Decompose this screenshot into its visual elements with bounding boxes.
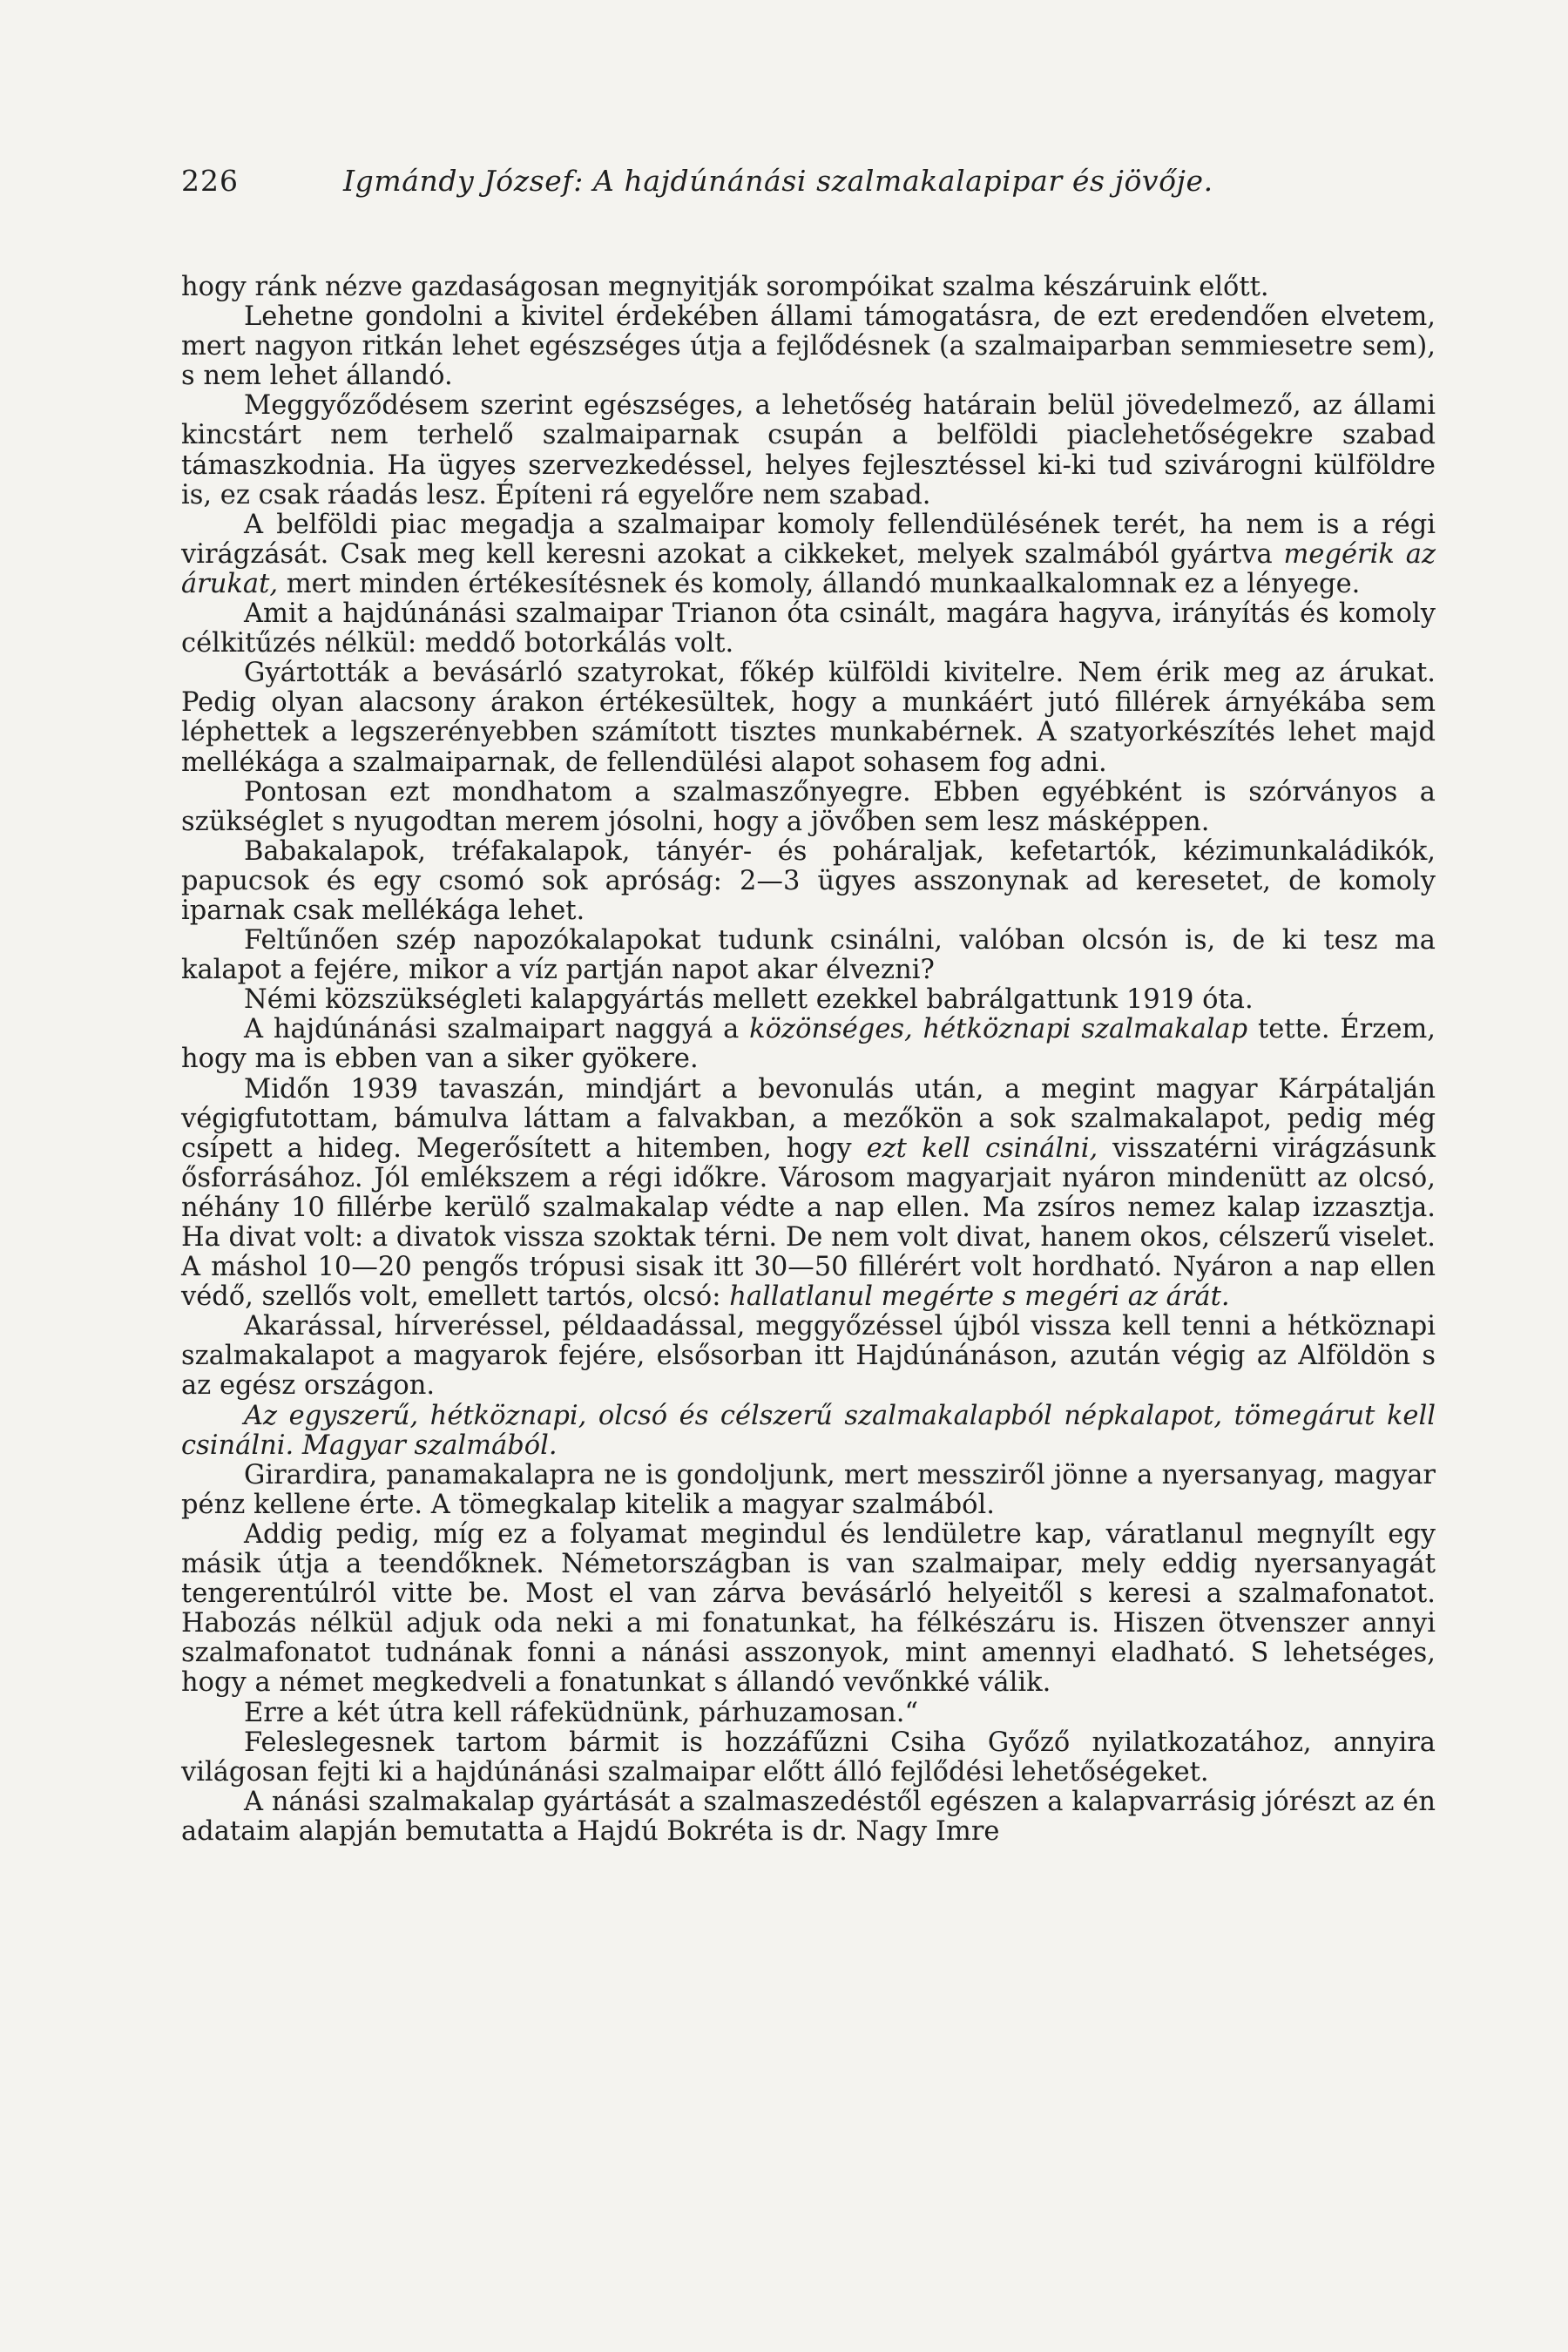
paragraph xyxy=(181,659,1436,777)
text-run: Feleslegesnek tartom bármit is hozzáfűzni Csiha Győző nyilatkozatához, annyira világosan fejti ki a hajdúnánási szalmaipar előtt álló fejlődési lehetőségeket. xyxy=(181,1727,1436,1788)
text-run: Girardira, panamakalapra ne is gondoljunk, mert messziről jönne a nyersanyag, magyar pénz kellene érte. A tömegkalap kitelik a magyar szalmából. xyxy=(181,1459,1436,1520)
paragraph xyxy=(181,985,1436,1015)
text-run: Gyártották a bevásárló szatyrokat, főkép külföldi kivitelre. Nem érik meg az árukat. Pedig olyan alacsony árakon értékesültek, hogy a munkáért jutó fillérek árnyékába sem léphettek a legszerényebben számított tisztes munkabérnek. A szatyorkészítés lehet majd mellékága a szalmaiparnak, de fellendülési alapot sohasem fog adni. xyxy=(181,658,1436,778)
running-head xyxy=(181,155,1436,207)
page-number: 226 xyxy=(181,164,239,198)
paragraph xyxy=(181,926,1436,985)
italic-emphasis: hallatlanul megérte s megéri az árát. xyxy=(729,1281,1230,1313)
text-run: Meggyőződésem szerint egészséges, a lehetőség határain belül jövedelmező, az állami kincstárt nem terhelő szalmaiparnak csupán a belföldi piaclehetőségekre szabad támaszkodnia. Ha ügyes szervezkedéssel, helyes fejlesztéssel ki-ki tud szivárogni külföldre is, ez csak ráadás lesz. Építeni rá egyelőre nem szabad. xyxy=(181,390,1436,510)
paragraph xyxy=(181,1699,1436,1728)
paragraph xyxy=(181,1402,1436,1461)
book-page xyxy=(181,155,1436,1847)
paragraph xyxy=(181,1788,1436,1847)
paragraph xyxy=(181,1312,1436,1401)
italic-emphasis: Az egyszerű, hétköznapi, olcsó és célszerű szalmakalapból népkalapot, tömegárut kell csinálni. Magyar szalmából. xyxy=(181,1400,1436,1461)
text-run: A hajdúnánási szalmaipart naggyá a xyxy=(244,1014,750,1045)
body-text xyxy=(181,273,1436,1847)
text-run: Feltűnően szép napozókalapokat tudunk csinálni, valóban olcsón is, de ki tesz ma kalapot a fejére, mikor a víz partján napot akar élvezni? xyxy=(181,925,1436,986)
italic-emphasis: ezt kell csinálni, xyxy=(866,1132,1098,1164)
text-run: Némi közszükségleti kalapgyártás mellett ezekkel babrálgattunk 1919 óta. xyxy=(244,984,1254,1016)
paragraph xyxy=(181,599,1436,659)
paragraph xyxy=(181,1461,1436,1520)
paragraph xyxy=(181,778,1436,837)
paragraph xyxy=(181,1728,1436,1788)
text-run: hogy ránk nézve gazdaságosan megnyitják sorompóikat szalma készáruink előtt. xyxy=(181,272,1269,302)
text-run: A belföldi piac megadja a szalmaipar komoly fellendülésének terét, ha nem is a régi virágzását. Csak meg kell keresni azokat a cikkeket, melyek szalmából gyártva xyxy=(181,509,1436,570)
text-run: Babakalapok, tréfakalapok, tányér- és poháraljak, kefetartók, kézimunkaládikók, papucsok és egy csomó sok apróság: 2—3 ügyes asszonynak ad keresetet, de komoly iparnak csak mellékága lehet. xyxy=(181,835,1436,926)
paragraph xyxy=(181,1075,1436,1313)
text-run: mert minden értékesítésnek és komoly, állandó munkaalkalomnak ez a lényege. xyxy=(278,568,1361,599)
text-run: Pontosan ezt mondhatom a szalmaszőnyegre. Ebben egyébként is szórványos a szükséglet s nyugodtan merem jósolni, hogy a jövőben sem lesz másképpen. xyxy=(181,776,1436,837)
paragraph xyxy=(181,1015,1436,1074)
paragraph xyxy=(181,302,1436,391)
text-run: visszatérni virágzásunk ősforrásához. Jól emlékszem a régi időkre. Városom magyarjait nyáron mindenütt az olcsó, néhány 10 fillérbe kerülő szalmakalap védte a nap ellen. Ma zsíros nemez kalap izzasztja. Ha divat volt: a divatok vissza szoktak térni. De nem volt divat, hanem okos, célszerű viselet. A máshol 10—20 pengős trópusi sisak itt 30—50 fillérért volt hordható. Nyáron a nap ellen védő, szellős volt, emellett tartós, olcsó: xyxy=(181,1132,1436,1313)
paragraph xyxy=(181,510,1436,599)
text-run: Akarással, hírveréssel, példaadással, meggyőzéssel újból vissza kell tenni a hétköznapi szalmakalapot a magyarok fejére, elsősorban itt Hajdúnánáson, azután végig az Alföldön s az egész országon. xyxy=(181,1311,1436,1402)
text-run: tette. Érzem, hogy ma is ebben van a siker gyökere. xyxy=(181,1014,1436,1075)
text-run: A nánási szalmakalap gyártását a szalmaszedéstől egészen a kalapvarrásig jórészt az én adataim alapján bemutatta a Hajdú Bokréta is dr. Nagy Imre xyxy=(181,1786,1436,1847)
running-title: Igmándy József: A hajdúnánási szalmakalapipar és jövője. xyxy=(343,164,1213,198)
text-run: Erre a két útra kell ráfeküdnünk, párhuzamosan.“ xyxy=(244,1697,919,1728)
paragraph xyxy=(181,1520,1436,1699)
paragraph xyxy=(181,391,1436,510)
text-run: Addig pedig, míg ez a folyamat megindul és lendületre kap, váratlanul megnyílt egy másik útja a teendőknek. Németországban is van szalmaipar, mely eddig nyersanyagát tengerentúlról vitte be. Most el van zárva bevásárló helyeitől s keresi a szalmafonatot. Habozás nélkül adjuk oda neki a mi fonatunkat, ha félkészáru is. Hiszen ötvenszer annyi szalmafonatot tudnának fonni a nánási asszonyok, mint amennyi eladható. S lehetséges, hogy a német megkedveli a fonatunkat s állandó vevőnkké válik. xyxy=(181,1518,1436,1699)
text-run: Midőn 1939 tavaszán, mindjárt a bevonulás után, a megint magyar Kárpátalján végigfutottam, bámulva láttam a falvakban, a mezőkön a sok szalmakalapot, pedig még csípett a hideg. Megerősített a hitemben, hogy xyxy=(181,1073,1436,1164)
italic-emphasis: közönséges, hétköznapi szalmakalap xyxy=(749,1014,1248,1045)
text-run: Lehetne gondolni a kivitel érdekében állami támogatásra, de ezt eredendően elvetem, mert nagyon ritkán lehet egészséges útja a fejlődésnek (a szalmaiparban semmiesetre sem), s nem lehet állandó. xyxy=(181,301,1436,392)
italic-emphasis: megérik az árukat, xyxy=(181,538,1436,599)
paragraph xyxy=(181,837,1436,926)
text-run: Amit a hajdúnánási szalmaipar Trianon óta csinált, magára hagyva, irányítás és komoly célkitűzés nélkül: meddő botorkálás volt. xyxy=(181,598,1436,659)
paragraph xyxy=(181,273,1436,302)
